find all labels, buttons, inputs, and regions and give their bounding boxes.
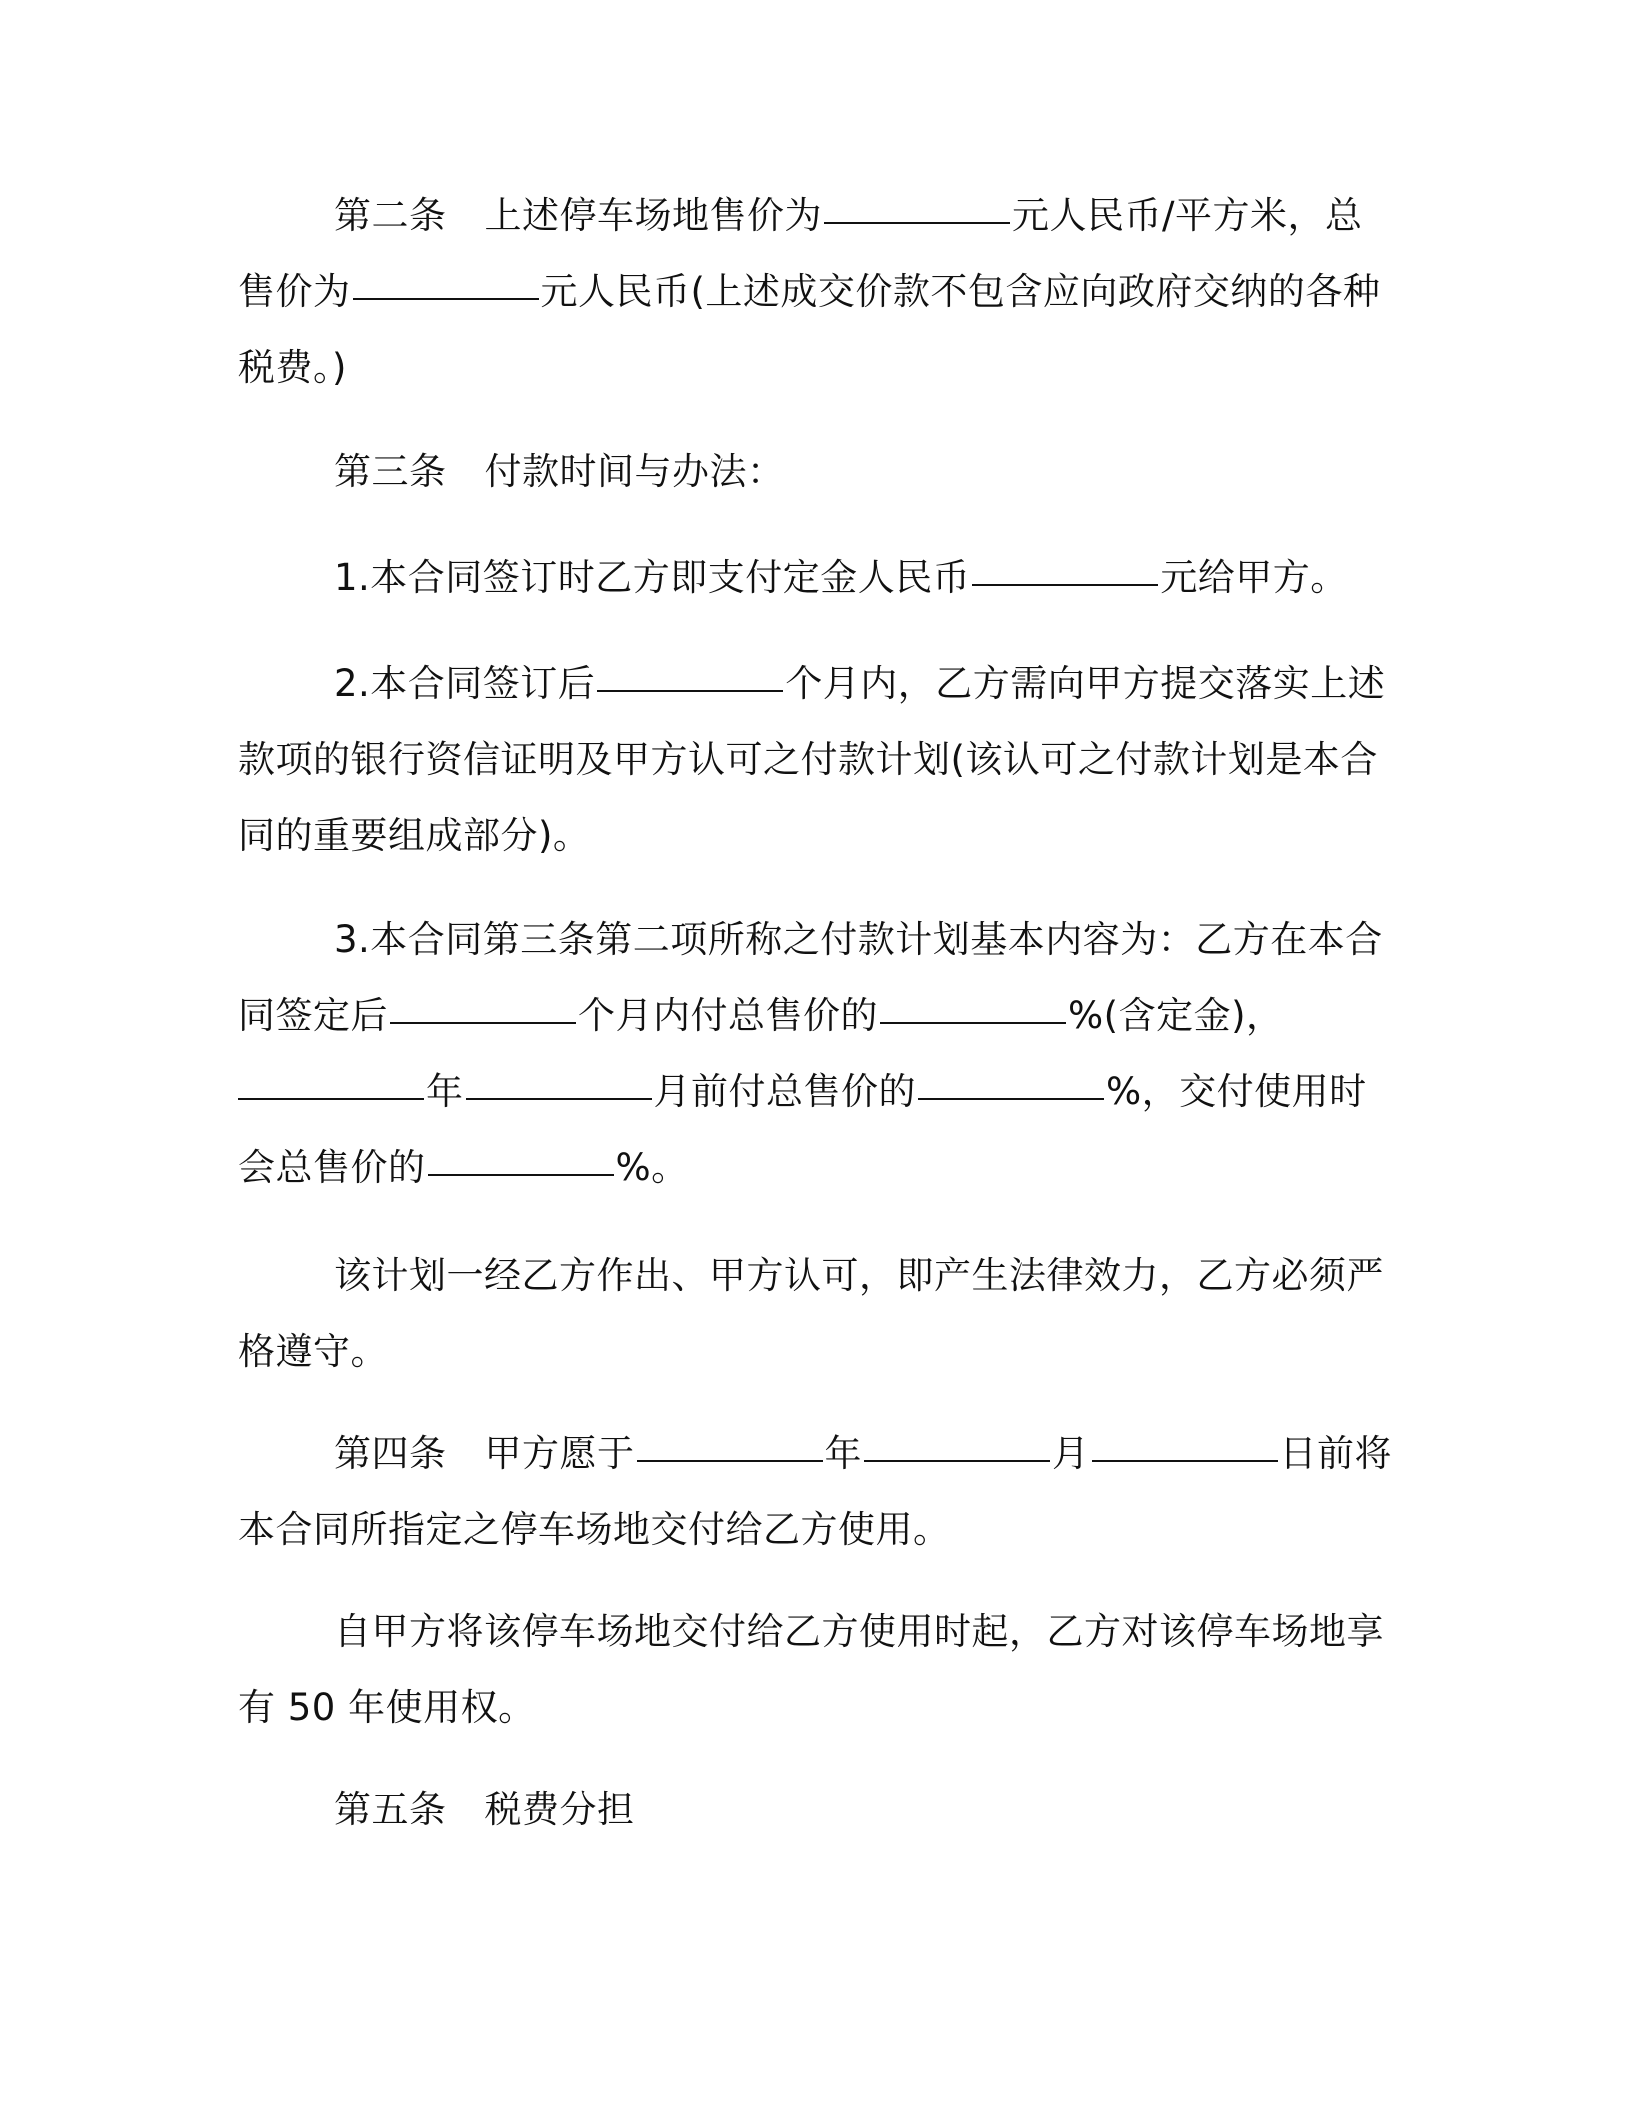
month-blank — [864, 1459, 1050, 1462]
deposit-amount-blank — [972, 583, 1158, 586]
article-4-text: 年 — [824, 1432, 862, 1475]
plan-line-1: 该计划一经乙方作出、甲方认可，即产生法律效力，乙方必须严 — [334, 1254, 1384, 1297]
item-2-line-3: 同的重要组成部分)。 — [238, 814, 591, 857]
article-2-line-3: 税费。) — [238, 346, 347, 389]
item-1-text: 1.本合同签订时乙方即支付定金人民币 — [334, 556, 971, 599]
article-3-heading: 第三条 — [334, 450, 447, 493]
article-4-text: 日前将 — [1279, 1432, 1392, 1475]
article-5-paragraph — [238, 1772, 1388, 1848]
total-price-blank — [353, 297, 539, 300]
year-blank — [637, 1459, 823, 1462]
price-per-sqm-blank — [824, 221, 1010, 224]
percent-blank — [880, 1021, 1066, 1024]
item-3-line-4 — [238, 1130, 1388, 1206]
article-5-title: 税费分担 — [484, 1788, 635, 1831]
item-1-paragraph — [238, 540, 1388, 616]
article-2-text: 售价为 — [238, 270, 351, 313]
item-3-text: %(含定金)， — [1068, 994, 1284, 1037]
article-2-paragraph — [238, 178, 1388, 406]
item-3-text: 个月内付总售价的 — [578, 994, 878, 1037]
item-3-text: %，交付使用时 — [1106, 1070, 1367, 1113]
article-2-line-2 — [238, 254, 1388, 330]
item-3-text: %。 — [615, 1146, 689, 1189]
year-blank — [238, 1097, 424, 1100]
article-4-line-1 — [238, 1416, 1392, 1492]
plan-paragraph — [238, 1238, 1388, 1390]
plan-line-2: 格遵守。 — [238, 1330, 388, 1373]
article-2-text: 元人民币/平方米，总 — [1012, 194, 1363, 237]
months-blank — [597, 689, 783, 692]
article-4-heading: 第四条 — [334, 1432, 447, 1475]
item-3-text: 月前付总售价的 — [653, 1070, 916, 1113]
day-blank — [1092, 1459, 1278, 1462]
article-4-paragraph — [238, 1416, 1392, 1568]
item-3-text: 年 — [426, 1070, 464, 1113]
article-2-heading: 第二条 — [334, 194, 447, 237]
article-4-text: 月 — [1052, 1432, 1090, 1475]
months-blank — [390, 1021, 576, 1024]
item-3-text: 同签定后 — [238, 994, 388, 1037]
article-4-line-2: 本合同所指定之停车场地交付给乙方使用。 — [238, 1508, 951, 1551]
item-1-line — [238, 540, 1388, 616]
use-rights-line-2: 有 50 年使用权。 — [238, 1686, 536, 1729]
use-rights-line-1: 自甲方将该停车场地交付给乙方使用时起，乙方对该停车场地享 — [334, 1610, 1384, 1653]
article-2-text: 上述停车场地售价为 — [484, 194, 822, 237]
item-3-paragraph — [238, 902, 1388, 1206]
item-2-line-2: 款项的银行资信证明及甲方认可之付款计划(该认可之付款计划是本合 — [238, 738, 1378, 781]
item-3-line-1: 3.本合同第三条第二项所称之付款计划基本内容为：乙方在本合 — [334, 918, 1383, 961]
article-3-heading-paragraph — [238, 434, 1388, 510]
article-3-title: 付款时间与办法： — [484, 450, 785, 493]
article-4-text: 甲方愿于 — [484, 1432, 635, 1475]
item-3-text: 会总售价的 — [238, 1146, 426, 1189]
percent-blank — [428, 1173, 614, 1176]
percent-blank — [918, 1097, 1104, 1100]
article-5-heading: 第五条 — [334, 1788, 447, 1831]
item-2-text: 2.本合同签订后 — [334, 662, 596, 705]
item-3-line-2 — [238, 978, 1388, 1054]
item-2-paragraph — [238, 646, 1388, 874]
article-5-line — [238, 1772, 1388, 1848]
article-3-line — [238, 434, 1388, 510]
month-blank — [466, 1097, 652, 1100]
item-3-line-3 — [238, 1054, 1388, 1130]
item-2-line-1 — [238, 646, 1388, 722]
article-2-text: 元人民币(上述成交价款不包含应向政府交纳的各种 — [540, 270, 1381, 313]
use-rights-paragraph — [238, 1594, 1388, 1746]
item-2-text: 个月内，乙方需向甲方提交落实上述 — [785, 662, 1386, 705]
article-2-line-1 — [238, 178, 1388, 254]
item-1-text: 元给甲方。 — [1160, 556, 1348, 599]
